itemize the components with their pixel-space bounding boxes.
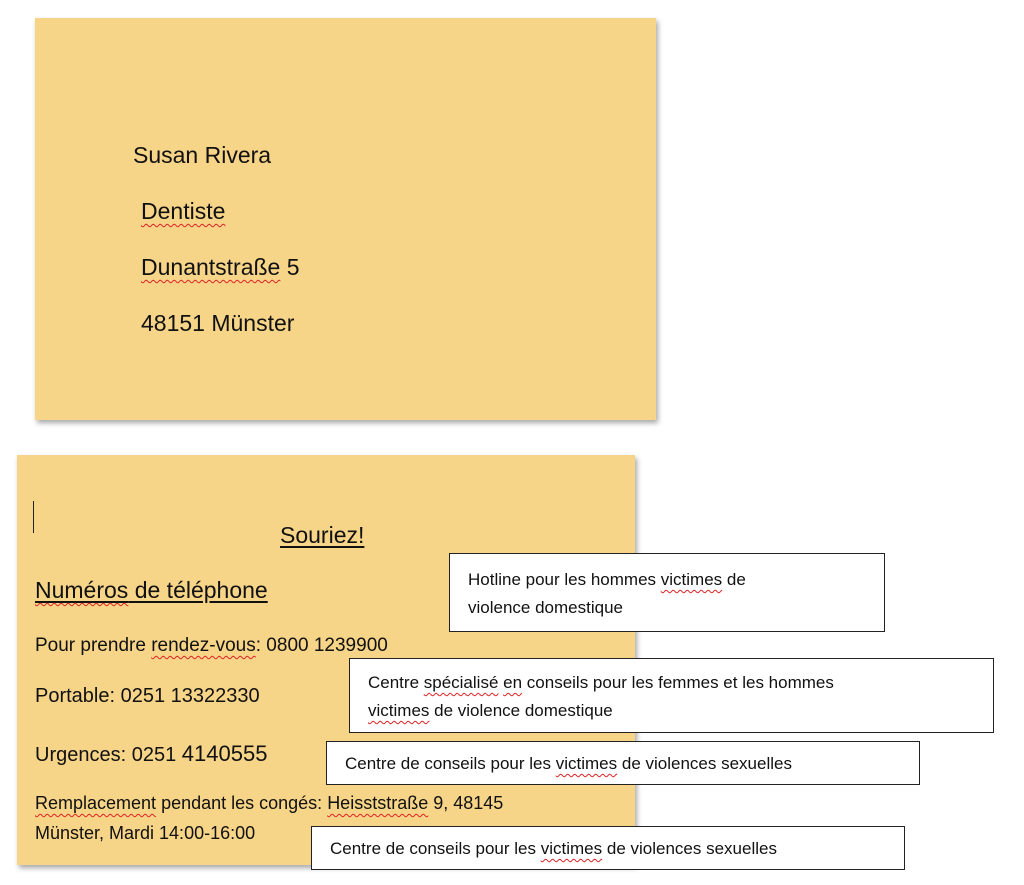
- substitute-street: Heisststraße: [327, 793, 429, 813]
- phones-heading-rest: de téléphone: [128, 577, 268, 603]
- note-text: Centre: [368, 673, 424, 692]
- note-text: de violence domestique: [429, 701, 613, 720]
- substitute-mid: pendant les congés:: [156, 793, 328, 813]
- business-card-front: [35, 18, 656, 420]
- card-city: 48151 Münster: [141, 310, 295, 336]
- note-text: de: [722, 570, 746, 589]
- note-text: en: [503, 673, 523, 692]
- note-text: de violences sexuelles: [602, 839, 777, 858]
- note-text: Hotline pour les hommes: [468, 570, 661, 589]
- mobile-line: [35, 685, 260, 708]
- mobile-label: Portable:: [35, 685, 116, 707]
- card-title: Dentiste: [141, 198, 226, 224]
- note-text: victimes: [555, 754, 618, 773]
- mobile-number: 0251 13322330: [120, 685, 260, 707]
- appointment-line: [35, 635, 388, 657]
- note-text: spécialisé: [423, 673, 499, 692]
- substitute-word: Remplacement: [35, 793, 157, 813]
- note-text: victimes: [540, 839, 603, 858]
- note-men-hotline-line1: [468, 566, 884, 594]
- note-counseling-line2: [368, 697, 993, 725]
- emergency-label: Urgences:: [35, 744, 127, 766]
- note-sexual-violence-2: [311, 826, 905, 870]
- emergency-number: 4140555: [181, 741, 268, 766]
- note-text: victimes: [368, 701, 430, 720]
- card-street-name: Dunantstraße: [141, 254, 281, 280]
- substitute-line1: [35, 793, 503, 814]
- substitute-line2: Münster, Mardi 14:00-16:00: [35, 823, 256, 843]
- note-text: victimes: [660, 570, 723, 589]
- appointment-word: rendez-vous: [151, 635, 256, 656]
- text-cursor: [33, 501, 34, 533]
- card-street-number: 5: [286, 254, 300, 280]
- appointment-number: : 0800 1239900: [255, 635, 388, 656]
- phones-heading-word: Numéros: [35, 577, 129, 603]
- note-counseling-line1: [368, 669, 993, 697]
- note-text: Centre de conseils pour les: [345, 754, 556, 773]
- phones-heading: [35, 577, 268, 604]
- substitute-rest: 9, 48145: [428, 793, 504, 813]
- note-men-hotline-line2: violence domestique: [468, 598, 623, 617]
- note-text: Centre de conseils pour les: [330, 839, 541, 858]
- note-men-hotline: [449, 553, 885, 632]
- appointment-prefix: Pour prendre: [35, 635, 152, 656]
- emergency-prefix: 0251: [131, 744, 177, 766]
- note-text: de violences sexuelles: [617, 754, 792, 773]
- card-street: [141, 254, 300, 281]
- note-counseling-center: [349, 658, 994, 733]
- emergency-line: [35, 741, 267, 767]
- note-text: conseils pour les femmes et les hommes: [522, 673, 834, 692]
- card-heading: Souriez!: [280, 522, 365, 548]
- note-sexual-violence-1: [326, 741, 920, 785]
- card-name: Susan Rivera: [133, 142, 272, 168]
